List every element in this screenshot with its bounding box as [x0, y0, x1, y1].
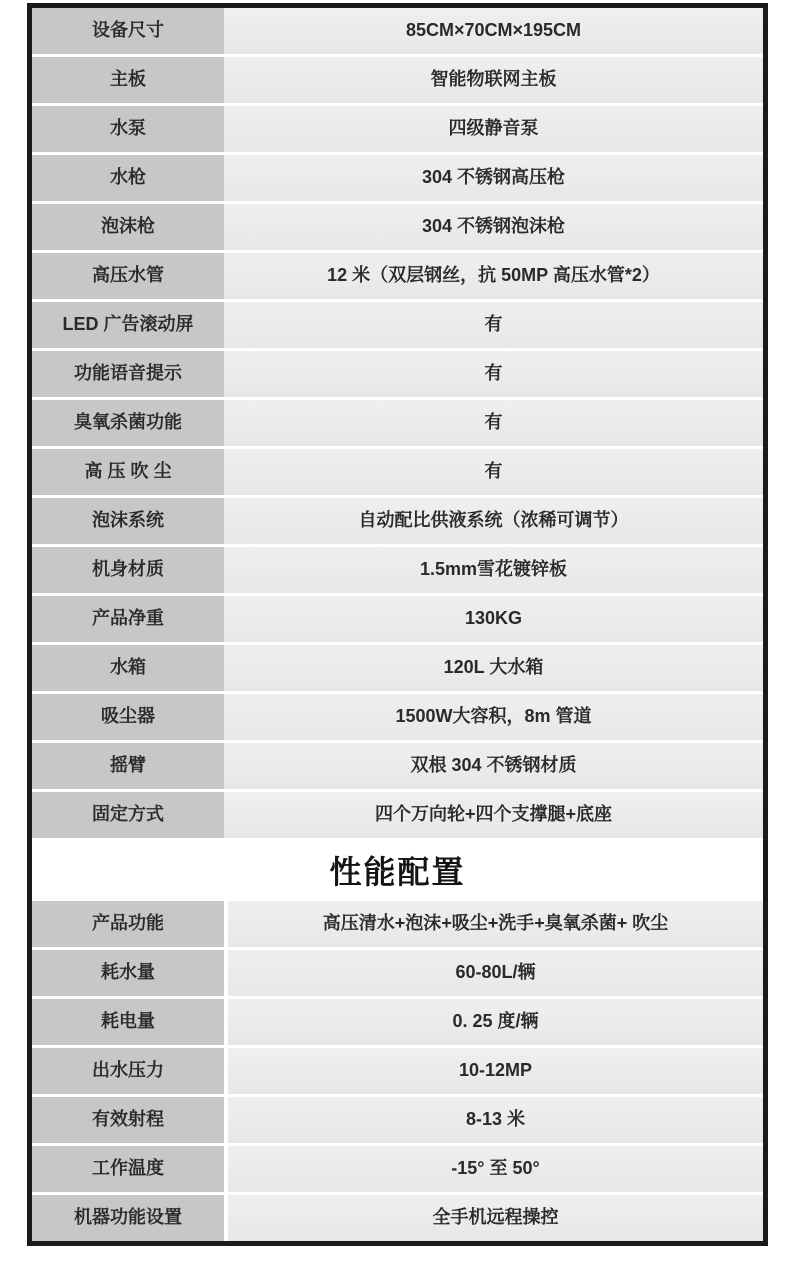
spec-label: 水泵 — [32, 106, 224, 152]
spec-value: 60-80L/辆 — [224, 950, 763, 996]
spec-label: 机器功能设置 — [32, 1195, 224, 1241]
table-row — [32, 950, 763, 996]
section-header: 性能配置 — [32, 841, 763, 898]
spec-label: 固定方式 — [32, 792, 224, 838]
table-row — [32, 645, 763, 691]
spec-value: 1500W大容积，8m 管道 — [224, 694, 763, 740]
spec-label: 机身材质 — [32, 547, 224, 593]
table-row — [32, 400, 763, 446]
spec-value: 120L 大水箱 — [224, 645, 763, 691]
table-row — [32, 901, 763, 947]
table-row — [32, 1048, 763, 1094]
spec-value: 10-12MP — [224, 1048, 763, 1094]
spec-value: 四个万向轮+四个支撑腿+底座 — [224, 792, 763, 838]
spec-value: 1.5mm雪花镀锌板 — [224, 547, 763, 593]
spec-value: 全手机远程操控 — [224, 1195, 763, 1241]
spec-value: 有 — [224, 400, 763, 446]
spec-value: 自动配比供液系统（浓稀可调节） — [224, 498, 763, 544]
table-row — [32, 155, 763, 201]
table-row — [32, 253, 763, 299]
spec-label: 高 压 吹 尘 — [32, 449, 224, 495]
spec-label: 吸尘器 — [32, 694, 224, 740]
spec-label: 主板 — [32, 57, 224, 103]
spec-value: 有 — [224, 449, 763, 495]
table-row — [32, 302, 763, 348]
table-row — [32, 498, 763, 544]
spec-value: 8-13 米 — [224, 1097, 763, 1143]
spec-value: 130KG — [224, 596, 763, 642]
table-row — [32, 106, 763, 152]
table-row — [32, 999, 763, 1045]
spec-label: 产品功能 — [32, 901, 224, 947]
spec-value: 高压清水+泡沫+吸尘+洗手+臭氧杀菌+ 吹尘 — [224, 901, 763, 947]
spec-label: 产品净重 — [32, 596, 224, 642]
table-row — [32, 596, 763, 642]
table-row — [32, 1097, 763, 1143]
spec-label: 工作温度 — [32, 1146, 224, 1192]
basic-spec-section — [32, 8, 763, 838]
table-row — [32, 1146, 763, 1192]
table-row — [32, 1195, 763, 1241]
table-row — [32, 792, 763, 838]
spec-label: 高压水管 — [32, 253, 224, 299]
spec-label: 摇臂 — [32, 743, 224, 789]
spec-value: 有 — [224, 351, 763, 397]
table-row — [32, 547, 763, 593]
spec-value: 304 不锈钢泡沫枪 — [224, 204, 763, 250]
table-row — [32, 57, 763, 103]
table-row — [32, 743, 763, 789]
spec-label: 臭氧杀菌功能 — [32, 400, 224, 446]
spec-label: 泡沫枪 — [32, 204, 224, 250]
spec-label: 有效射程 — [32, 1097, 224, 1143]
spec-value: 有 — [224, 302, 763, 348]
spec-value: 双根 304 不锈钢材质 — [224, 743, 763, 789]
table-row — [32, 204, 763, 250]
spec-label: 泡沫系统 — [32, 498, 224, 544]
table-row — [32, 694, 763, 740]
spec-label: 设备尺寸 — [32, 8, 224, 54]
spec-label: 出水压力 — [32, 1048, 224, 1094]
spec-table — [27, 3, 768, 1246]
spec-value: -15° 至 50° — [224, 1146, 763, 1192]
spec-label: 耗水量 — [32, 950, 224, 996]
spec-value: 304 不锈钢高压枪 — [224, 155, 763, 201]
table-row — [32, 351, 763, 397]
spec-value: 四级静音泵 — [224, 106, 763, 152]
spec-value: 12 米（双层钢丝，抗 50MP 高压水管*2） — [224, 253, 763, 299]
spec-label: 耗电量 — [32, 999, 224, 1045]
table-row — [32, 8, 763, 54]
spec-label: LED 广告滚动屏 — [32, 302, 224, 348]
spec-value: 智能物联网主板 — [224, 57, 763, 103]
spec-label: 水箱 — [32, 645, 224, 691]
table-row — [32, 449, 763, 495]
spec-value: 85CM×70CM×195CM — [224, 8, 763, 54]
spec-value: 0. 25 度/辆 — [224, 999, 763, 1045]
spec-label: 水枪 — [32, 155, 224, 201]
performance-spec-section — [32, 901, 763, 1241]
spec-label: 功能语音提示 — [32, 351, 224, 397]
